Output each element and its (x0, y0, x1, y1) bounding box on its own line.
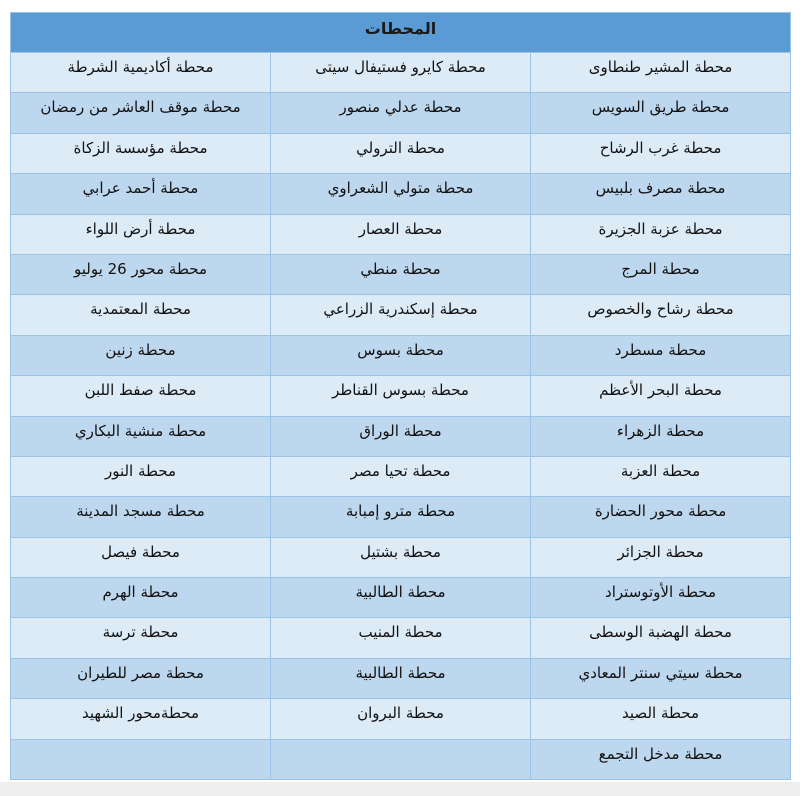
stations-table-container (10, 12, 790, 780)
station-cell: محطة محور 26 يوليو (11, 254, 271, 294)
table-row (11, 456, 791, 496)
station-cell: محطة المنيب (271, 618, 531, 658)
station-cell: محطة مصرف بلبيس (531, 174, 791, 214)
table-row (11, 254, 791, 294)
station-cell: محطة طريق السويس (531, 93, 791, 133)
station-cell: محطة المشير طنطاوى (531, 53, 791, 93)
station-cell: محطة الصيد (531, 699, 791, 739)
station-cell: محطة الأوتوستراد (531, 578, 791, 618)
station-cell: محطة الهرم (11, 578, 271, 618)
station-cell: محطة مسجد المدينة (11, 497, 271, 537)
station-cell: محطة صفط اللبن (11, 376, 271, 416)
table-row (11, 133, 791, 173)
station-cell: محطة مدخل التجمع (531, 739, 791, 779)
table-row (11, 739, 791, 779)
table-body (11, 53, 791, 780)
table-row (11, 497, 791, 537)
table-row (11, 578, 791, 618)
station-cell: محطة النور (11, 456, 271, 496)
station-cell: محطة المعتمدية (11, 295, 271, 335)
station-cell: محطة محور الحضارة (531, 497, 791, 537)
station-cell: محطة أحمد عرابي (11, 174, 271, 214)
station-cell: محطة ترسة (11, 618, 271, 658)
station-cell: محطةمحور الشهيد (11, 699, 271, 739)
station-cell: محطة رشاح والخصوص (531, 295, 791, 335)
station-cell: محطة إسكندرية الزراعي (271, 295, 531, 335)
table-row (11, 618, 791, 658)
station-cell: محطة كايرو فستيفال سيتى (271, 53, 531, 93)
station-cell: محطة الطالبية (271, 658, 531, 698)
table-row (11, 53, 791, 93)
table-row (11, 416, 791, 456)
station-cell: محطة البروان (271, 699, 531, 739)
station-cell: محطة منشية البكاري (11, 416, 271, 456)
station-cell: محطة بسوس القناطر (271, 376, 531, 416)
station-cell: محطة أرض اللواء (11, 214, 271, 254)
station-cell: محطة الطالبية (271, 578, 531, 618)
station-cell: محطة العصار (271, 214, 531, 254)
station-cell: محطة سيتي سنتر المعادي (531, 658, 791, 698)
table-row (11, 658, 791, 698)
station-cell: محطة الزهراء (531, 416, 791, 456)
stations-table (10, 12, 791, 780)
table-header-row (11, 13, 791, 53)
station-cell: محطة البحر الأعظم (531, 376, 791, 416)
station-cell: محطة العزبة (531, 456, 791, 496)
station-cell: محطة عدلي منصور (271, 93, 531, 133)
station-cell: محطة عزبة الجزيرة (531, 214, 791, 254)
table-row (11, 699, 791, 739)
station-cell: محطة متولي الشعراوي (271, 174, 531, 214)
station-cell: محطة الترولي (271, 133, 531, 173)
station-cell: محطة بسوس (271, 335, 531, 375)
station-cell: محطة مؤسسة الزكاة (11, 133, 271, 173)
station-cell: محطة بشتيل (271, 537, 531, 577)
station-cell: محطة منطي (271, 254, 531, 294)
station-cell: محطة أكاديمية الشرطة (11, 53, 271, 93)
table-row (11, 537, 791, 577)
station-cell (11, 739, 271, 779)
table-row (11, 214, 791, 254)
station-cell: محطة فيصل (11, 537, 271, 577)
station-cell: محطة غرب الرشاح (531, 133, 791, 173)
station-cell: محطة زنين (11, 335, 271, 375)
station-cell: محطة مترو إمبابة (271, 497, 531, 537)
station-cell: محطة موقف العاشر من رمضان (11, 93, 271, 133)
station-cell: محطة الوراق (271, 416, 531, 456)
station-cell: محطة الجزائر (531, 537, 791, 577)
table-row (11, 174, 791, 214)
station-cell: محطة الهضبة الوسطى (531, 618, 791, 658)
station-cell: محطة مصر للطيران (11, 658, 271, 698)
station-cell (271, 739, 531, 779)
station-cell: محطة مسطرد (531, 335, 791, 375)
station-cell: محطة المرج (531, 254, 791, 294)
table-row (11, 295, 791, 335)
station-cell: محطة تحيا مصر (271, 456, 531, 496)
table-row (11, 93, 791, 133)
table-row (11, 376, 791, 416)
table-title: المحطات (11, 13, 791, 53)
table-row (11, 335, 791, 375)
page-bottom-strip (0, 782, 800, 796)
